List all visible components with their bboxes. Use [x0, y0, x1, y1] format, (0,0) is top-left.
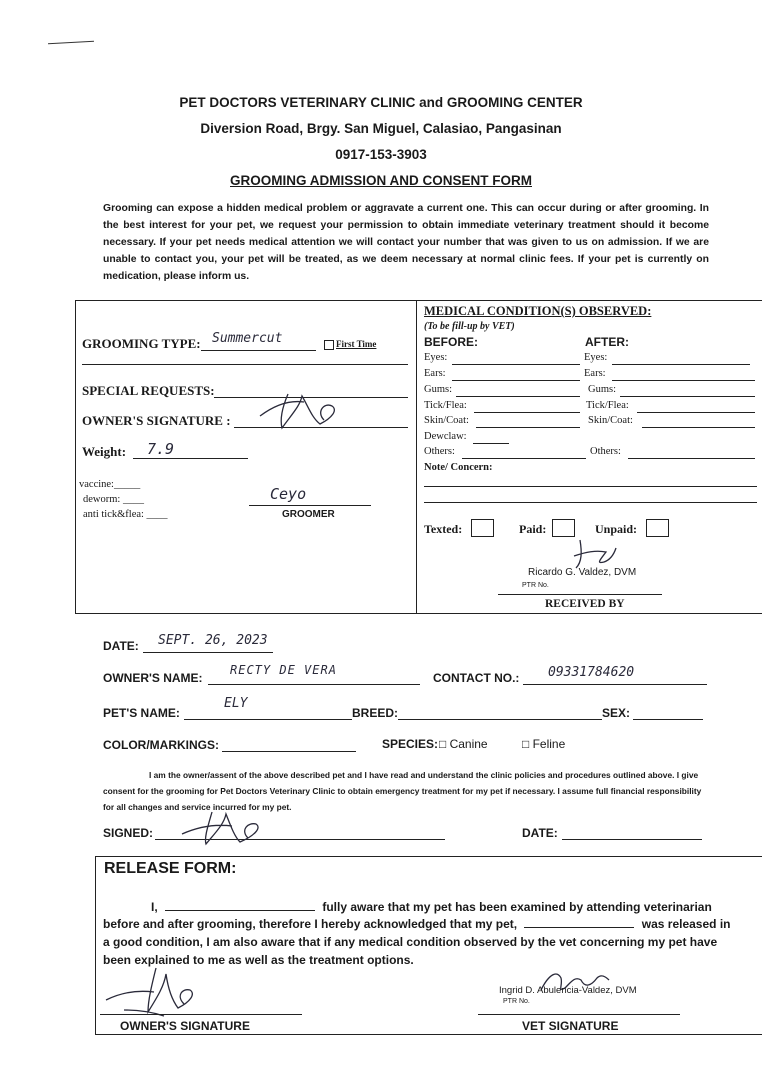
contact-label: CONTACT NO.: [433, 671, 520, 685]
feline-option[interactable]: □ Feline [522, 737, 566, 751]
unpaid-label: Unpaid: [595, 522, 638, 536]
after-line [620, 396, 755, 397]
after-line [642, 427, 755, 428]
before-item: Eyes: [424, 352, 448, 363]
note-line [424, 502, 757, 503]
before-item: Skin/Coat: [424, 415, 469, 426]
owner-name-label: OWNER'S NAME: [103, 671, 203, 685]
before-item: Dewclaw: [424, 431, 467, 442]
groomer-line [249, 505, 371, 506]
after-item: Skin/Coat: [588, 415, 633, 426]
after-item: Eyes: [584, 352, 608, 363]
before-item: Tick/Flea: [424, 400, 467, 411]
after-line [612, 380, 755, 381]
before-line [462, 458, 586, 459]
before-line [456, 396, 580, 397]
release-p2a: before and after grooming, therefore I hereby acknowledged that my pet, [103, 917, 518, 931]
medical-subtitle: (To be fill-up by VET) [424, 321, 515, 332]
paid-checkbox[interactable] [552, 519, 575, 537]
before-line [473, 443, 509, 444]
groomer-name[interactable]: Ceyo [270, 485, 307, 503]
unpaid-checkbox[interactable] [646, 519, 669, 537]
anti-tick-label: anti tick&flea: ____ [83, 509, 168, 520]
vet-name: Ricardo G. Valdez, DVM [528, 567, 637, 578]
vet-sig-line [478, 1014, 680, 1015]
owner-sig-label: OWNER'S SIGNATURE [120, 1019, 250, 1033]
first-time-checkbox[interactable] [324, 339, 376, 350]
weight-label: Weight: [82, 444, 127, 459]
weight-line [133, 458, 248, 459]
vet-sig-label: VET SIGNATURE [522, 1019, 619, 1033]
release-vet-name: Ingrid D. Abulencia-Valdez, DVM [499, 985, 637, 996]
canine-option[interactable]: □ Canine [439, 737, 488, 751]
box-divider [416, 300, 417, 614]
breed-label: BREED: [352, 706, 399, 720]
before-item: Ears: [424, 368, 446, 379]
pen-mark [48, 41, 94, 44]
release-p4: been explained to me as well as the treatment options. [103, 953, 414, 967]
date-line [143, 652, 273, 653]
before-line [452, 380, 580, 381]
signed-label: SIGNED: [103, 826, 154, 840]
owner-signature-scribble [252, 388, 352, 432]
grooming-type-label: GROOMING TYPE: [82, 336, 201, 351]
contact-line [523, 684, 707, 685]
after-item: Ears: [584, 368, 606, 379]
contact-value[interactable]: 09331784620 [548, 665, 635, 680]
groomer-label: GROOMER [282, 509, 335, 520]
release-pet-blank[interactable] [524, 916, 634, 928]
after-line [628, 458, 755, 459]
before-line [476, 427, 580, 428]
pet-name-label: PET'S NAME: [103, 706, 180, 720]
signed-signature-scribble [180, 808, 270, 848]
species-label: SPECIES: [382, 737, 439, 751]
note-label: Note/ Concern: [424, 462, 493, 473]
clinic-phone: 0917-153-3903 [335, 147, 427, 162]
release-name-blank[interactable] [165, 899, 315, 911]
received-line [498, 594, 662, 595]
date-value[interactable]: SEPT. 26, 2023 [158, 633, 268, 648]
owner-name-value[interactable]: RECTY DE VERA [230, 663, 337, 677]
release-p1b: fully aware that my pet has been examined by attending veterinarian [322, 900, 712, 914]
signed-date-label: DATE: [522, 826, 558, 840]
after-line [637, 412, 755, 413]
owners-signature-label: OWNER'S SIGNATURE : [82, 413, 231, 428]
grooming-type-line [201, 350, 316, 351]
before-item: Others: [424, 446, 455, 457]
signed-date-line [562, 839, 702, 840]
after-item: Others: [590, 446, 621, 457]
color-line [222, 751, 356, 752]
ptr-label: PTR No. [522, 582, 549, 589]
owner-sig-line [100, 1014, 302, 1015]
pet-name-value[interactable]: ELY [224, 696, 248, 711]
date-label: DATE: [103, 639, 139, 653]
consent-paragraph: I am the owner/assent of the above described pet and I have read and understand the clinic policies and procedures outlined above. I give consent for the grooming for Pet Doctors Veterinary Clinic to obtain emergency treatment for my pet if necessary. I assume full financial responsibility for all changes and service incurred for my pet. [103, 770, 702, 812]
color-label: COLOR/MARKINGS: [103, 738, 219, 752]
release-p3: a good condition, I am also aware that if any medical condition observed by the vet concerning my pet have [103, 935, 718, 949]
after-item: Gums: [588, 384, 617, 395]
release-line-1 [103, 898, 756, 917]
vaccine-label: vaccine:_____ [79, 479, 141, 490]
paid-label: Paid: [519, 522, 547, 536]
release-p1a: I, [151, 900, 158, 914]
clinic-name: PET DOCTORS VETERINARY CLINIC and GROOMING CENTER [179, 95, 583, 110]
release-line-2 [103, 915, 756, 934]
sex-line [633, 719, 703, 720]
before-label: BEFORE: [424, 335, 478, 349]
after-line [612, 364, 750, 365]
deworm-label: deworm: ____ [83, 494, 144, 505]
before-line [452, 364, 580, 365]
note-line [424, 486, 757, 487]
medical-title: MEDICAL CONDITION(S) OBSERVED: [424, 304, 652, 318]
texted-label: Texted: [424, 522, 463, 536]
release-p2b: was released in [641, 917, 731, 931]
owner-name-line [208, 684, 420, 685]
received-by-label: RECEIVED BY [545, 598, 625, 610]
before-line [474, 412, 580, 413]
texted-checkbox[interactable] [471, 519, 494, 537]
weight-value[interactable]: 7.9 [147, 440, 175, 458]
pet-name-line [184, 719, 352, 720]
first-time-label: First Time [336, 339, 377, 349]
grooming-extra-line [82, 364, 408, 365]
after-label: AFTER: [585, 335, 629, 349]
breed-line [398, 719, 602, 720]
after-item: Tick/Flea: [586, 400, 629, 411]
form-title: GROOMING ADMISSION AND CONSENT FORM [230, 173, 532, 188]
release-owner-signature-scribble [104, 966, 214, 1018]
special-requests-label: SPECIAL REQUESTS: [82, 383, 215, 398]
grooming-type-value[interactable]: Summercut [212, 331, 283, 346]
before-item: Gums: [424, 384, 453, 395]
intro-paragraph: Grooming can expose a hidden medical problem or aggravate a current one. This can occur during or after grooming. In the best interest for your pet, we request your permission to obtain immediate veterinary treatment should it become necessary. If your pet needs medical attention we will contact your number that was given to us on admission. If we are unable to contact you, your pet will be treated, as we deem necessary at normal clinic fees. If your pet is currently on medication, please inform us. [103, 203, 709, 282]
release-ptr-label: PTR No. [503, 998, 530, 1005]
clinic-address: Diversion Road, Brgy. San Miguel, Calasiao, Pangasinan [200, 121, 562, 136]
sex-label: SEX: [602, 706, 631, 720]
release-title: RELEASE FORM: [104, 860, 237, 877]
